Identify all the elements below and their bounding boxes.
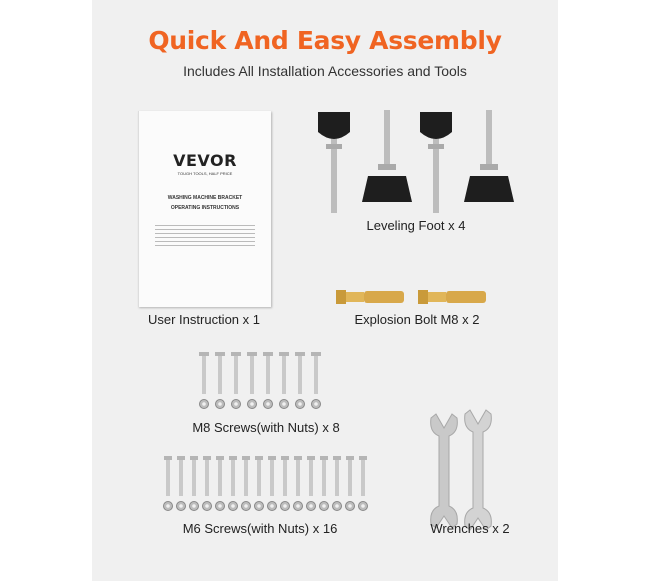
m8-screw-3 <box>231 352 241 409</box>
leveling-foot-1 <box>318 112 350 213</box>
explosion-bolt-1 <box>336 290 404 304</box>
label-explosion-bolt: Explosion Bolt M8 x 2 <box>354 312 480 327</box>
leveling-foot-3 <box>420 112 452 213</box>
m6-screw-14 <box>333 456 342 511</box>
m8-screws-image <box>196 350 336 416</box>
m6-screw-5 <box>216 456 225 511</box>
m8-screw-2 <box>215 352 225 409</box>
m6-screw-13 <box>320 456 329 511</box>
m8-screw-5 <box>263 352 273 409</box>
booklet-fine-print <box>139 184 271 188</box>
leveling-foot-2 <box>362 110 412 202</box>
wrench-1 <box>431 414 458 528</box>
wrench-2 <box>465 410 492 530</box>
booklet-title-line1: WASHING MACHINE BRACKET <box>167 195 243 201</box>
m6-screw-15 <box>346 456 355 511</box>
m8-screw-4 <box>247 352 257 409</box>
label-leveling-foot: Leveling Foot x 4 <box>366 218 466 233</box>
m8-screw-6 <box>279 352 289 409</box>
m6-screw-10 <box>281 456 290 511</box>
label-wrenches: Wrenches x 2 <box>430 521 510 536</box>
wrenches-image <box>428 408 508 538</box>
m6-screw-6 <box>229 456 238 511</box>
m6-screw-2 <box>177 456 186 511</box>
m6-screw-7 <box>242 456 251 511</box>
booklet-tagline: TOUGH TOOLS, HALF PRICE <box>177 171 233 176</box>
page-title: Quick And Easy Assembly <box>148 26 502 55</box>
m6-screw-8 <box>255 456 264 511</box>
leveling-foot-4 <box>464 110 514 202</box>
m6-screw-16 <box>359 456 368 511</box>
label-m6-screws: M6 Screws(with Nuts) x 16 <box>182 521 338 536</box>
m6-screw-12 <box>307 456 316 511</box>
m6-screws-image <box>160 454 380 516</box>
m6-screw-11 <box>294 456 303 511</box>
m8-screw-7 <box>295 352 305 409</box>
m6-screw-1 <box>164 456 173 511</box>
booklet-brand: VEVOR <box>173 151 237 170</box>
instruction-booklet <box>138 111 271 307</box>
booklet-title-line2: OPERATING INSTRUCTIONS <box>170 205 240 211</box>
explosion-bolt-2 <box>418 290 486 304</box>
m6-screw-3 <box>190 456 199 511</box>
leveling-feet-image <box>316 108 516 218</box>
m6-screw-4 <box>203 456 212 511</box>
m8-screw-1 <box>199 352 209 409</box>
label-instruction: User Instruction x 1 <box>148 312 260 327</box>
label-m8-screws: M8 Screws(with Nuts) x 8 <box>192 420 340 435</box>
page-subtitle: Includes All Installation Accessories and Tools <box>183 63 467 79</box>
m6-screw-9 <box>268 456 277 511</box>
m8-screw-8 <box>311 352 321 409</box>
booklet-text-lines <box>155 225 255 246</box>
